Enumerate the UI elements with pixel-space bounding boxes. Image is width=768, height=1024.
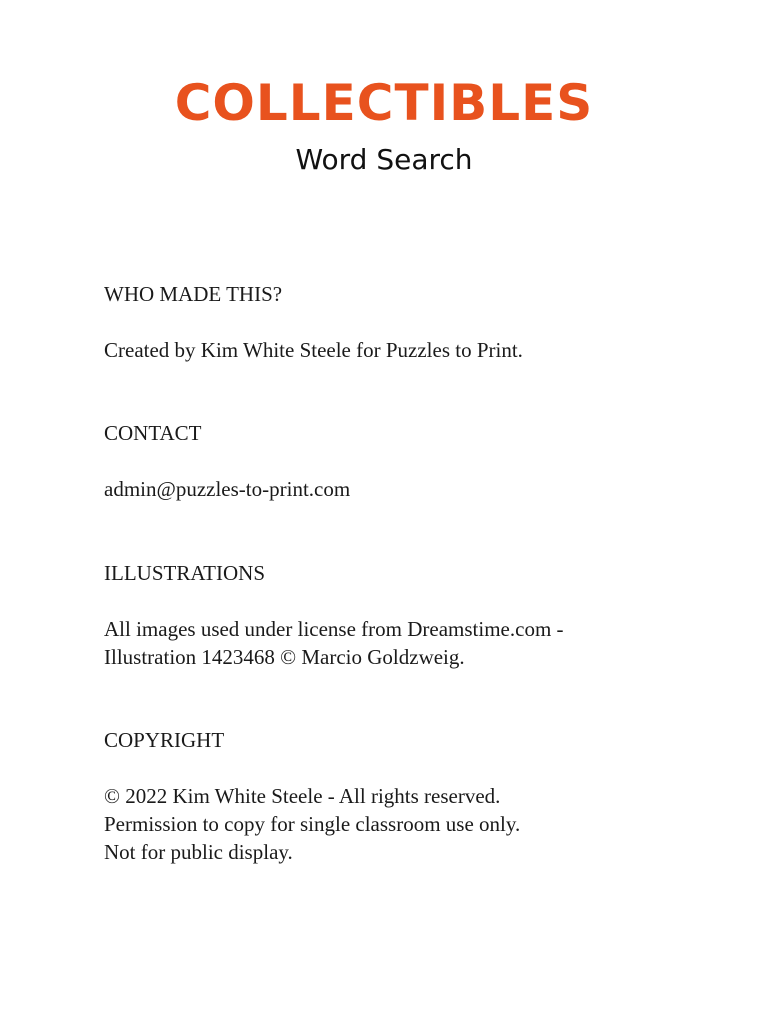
page-title: COLLECTIBLES xyxy=(174,74,594,132)
who-made-this-text xyxy=(104,336,704,364)
copyright-text xyxy=(104,782,704,866)
copyright-line: © 2022 Kim White Steele - All rights reserved. xyxy=(104,784,501,808)
page-subtitle: Word Search xyxy=(295,143,473,176)
contact-text xyxy=(104,475,704,503)
illustrations-line: All images used under license from Dreamstime.com - xyxy=(104,617,564,641)
illustrations-heading: ILLUSTRATIONS xyxy=(104,561,265,585)
who-made-this-heading: WHO MADE THIS? xyxy=(104,282,283,306)
who-made-this-line: Created by Kim White Steele for Puzzles to Print. xyxy=(104,338,523,362)
copyright-heading: COPYRIGHT xyxy=(104,728,225,752)
contact-heading: CONTACT xyxy=(104,421,202,445)
illustrations-line: Illustration 1423468 © Marcio Goldzweig. xyxy=(104,645,465,669)
illustrations-text xyxy=(104,615,704,671)
copyright-line: Not for public display. xyxy=(104,840,293,864)
copyright-line: Permission to copy for single classroom use only. xyxy=(104,812,521,836)
contact-email[interactable]: admin@puzzles-to-print.com xyxy=(104,477,351,501)
